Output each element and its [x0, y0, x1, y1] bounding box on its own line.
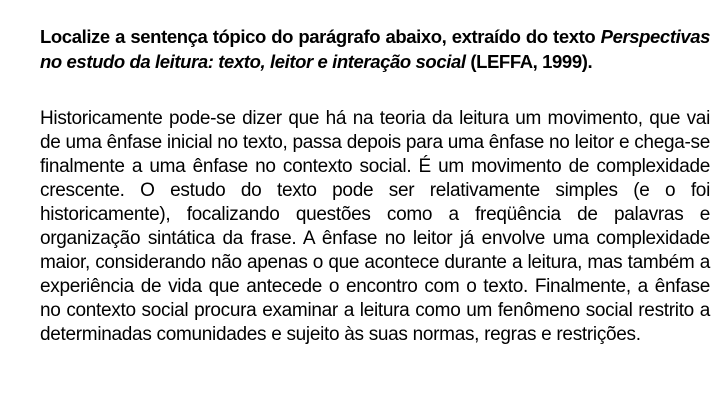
- prompt-citation: (LEFFA, 1999).: [465, 51, 593, 72]
- source-title-italic: Perspectivas no estudo da leitura: texto, leitor e interação social: [40, 26, 710, 72]
- exercise-prompt: [40, 24, 710, 74]
- slide-content: [40, 24, 710, 347]
- reading-paragraph: Historicamente pode-se dizer que há na teoria da leitura um movimento, que vai de uma ênfase inicial no texto, passa depois para uma ênfase no leitor e chega-se finalmente a uma ênfase no contexto social. É um movimento de complexidade crescente. O estudo do texto pode ser relativamente simples (e o foi historicamente), focalizando questões como a freqüência de palavras e organização sintática da frase. A ênfase no leitor já envolve uma complexidade maior, considerando não apenas o que acontece durante a leitura, mas também a experiência de vida que antecede o encontro com o texto. Finalmente, a ênfase no contexto social procura examinar a leitura como um fenômeno social restrito a determinadas comunidades e sujeito às suas normas, regras e restrições.: [40, 108, 710, 345]
- prompt-lead-text: Localize a sentença tópico do parágrafo abaixo, extraído do texto: [40, 26, 601, 47]
